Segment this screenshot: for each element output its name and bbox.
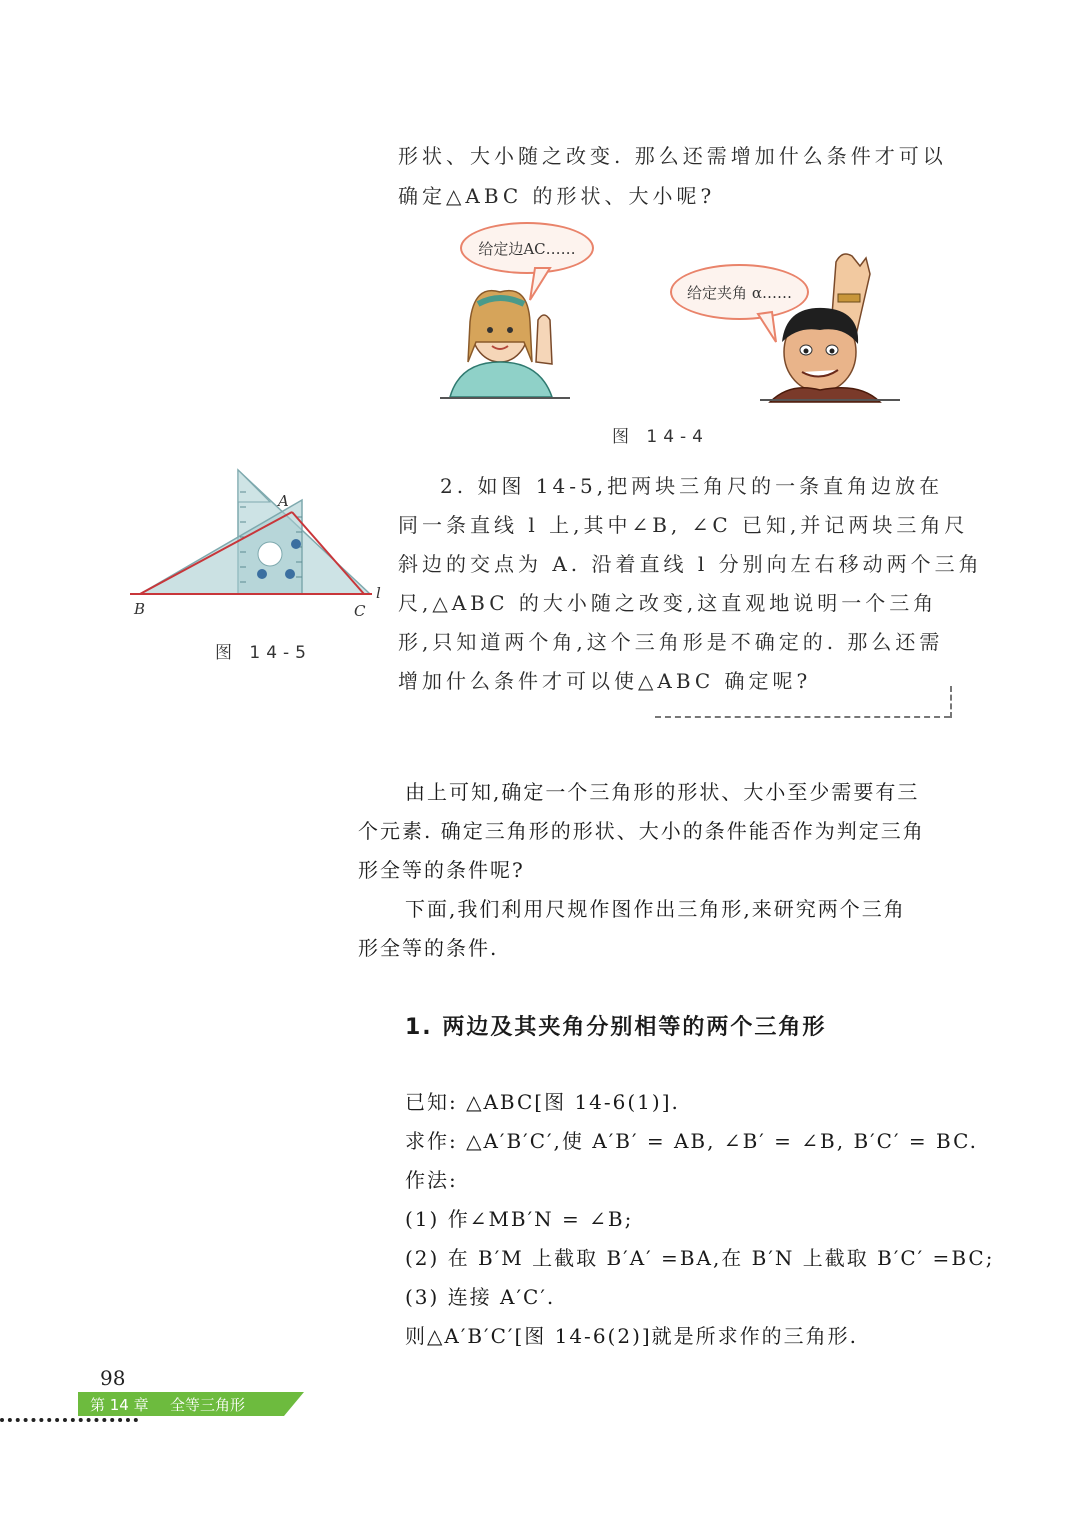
figure-14-4 [440,222,910,412]
construction-required: 求作: △A′B′C′,使 A′B′ = AB, ∠B′ = ∠B, B′C′ = BC. [405,1129,979,1153]
construction-step-3: (3) 连接 A′C′. [405,1285,556,1309]
bubble-girl-text: 给定边AC…… [478,239,576,258]
construction-method-label: 作法: [405,1168,458,1192]
problem-2-line-6: 增加什么条件才可以使△ABC 确定呢? [398,669,812,693]
label-b: B [134,600,146,618]
chapter-title: 全等三角形 [170,1396,246,1414]
label-a: A [278,492,289,510]
top-text-line-1: 形状、大小随之改变. 那么还需增加什么条件才可以 [398,144,947,168]
footer-dotted-rule [0,1418,138,1422]
problem-2-line-4: 尺,△ABC 的大小随之改变,这直观地说明一个三角 [398,591,938,615]
girl-illustration [440,291,570,398]
chapter-number: 第 14 章 [90,1396,149,1414]
dashed-border-right [950,686,952,718]
figure-14-4-caption: 图 14-4 [612,427,709,447]
construction-given: 已知: △ABC[图 14-6(1)]. [405,1090,680,1114]
page-number: 98 [100,1366,126,1390]
construction-step-1: (1) 作∠MB′N = ∠B; [405,1207,634,1231]
problem-2-line-5: 形,只知道两个角,这个三角形是不确定的. 那么还需 [398,630,944,654]
construction-conclusion: 则△A′B′C′[图 14-6(2)]就是所求作的三角形. [405,1324,859,1348]
paragraph-1-line-1: 由上可知,确定一个三角形的形状、大小至少需要有三 [405,780,920,804]
bubble-boy-text: 给定夹角 α…… [687,283,792,302]
section-heading: 1. 两边及其夹角分别相等的两个三角形 [405,1015,827,1040]
problem-2-line-3: 斜边的交点为 A. 沿着直线 l 分别向左右移动两个三角 [398,552,983,576]
paragraph-2-line-2: 形全等的条件. [358,936,499,960]
label-c: C [354,602,366,620]
problem-2-line-2: 同一条直线 l 上,其中∠B, ∠C 已知,并记两块三角尺 [398,513,969,537]
paragraph-2-line-1: 下面,我们利用尺规作图作出三角形,来研究两个三角 [405,897,906,921]
figure-14-5 [120,462,390,622]
paragraph-1-line-2: 个元素. 确定三角形的形状、大小的条件能否作为判定三角 [358,819,925,843]
dashed-border-bottom [655,716,950,718]
problem-2-line-1: 2. 如图 14-5,把两块三角尺的一条直角边放在 [440,474,944,498]
chapter-tab [78,1392,304,1416]
cartoon-students-illustration [440,222,910,412]
paragraph-1-line-3: 形全等的条件呢? [358,858,525,882]
construction-step-2: (2) 在 B′M 上截取 B′A′ =BA,在 B′N 上截取 B′C′ =BC; [405,1246,995,1270]
boy-illustration [760,254,900,402]
figure-14-5-caption: 图 14-5 [215,643,312,663]
top-text-line-2: 确定△ABC 的形状、大小呢? [398,184,716,208]
label-l: l [376,584,381,602]
